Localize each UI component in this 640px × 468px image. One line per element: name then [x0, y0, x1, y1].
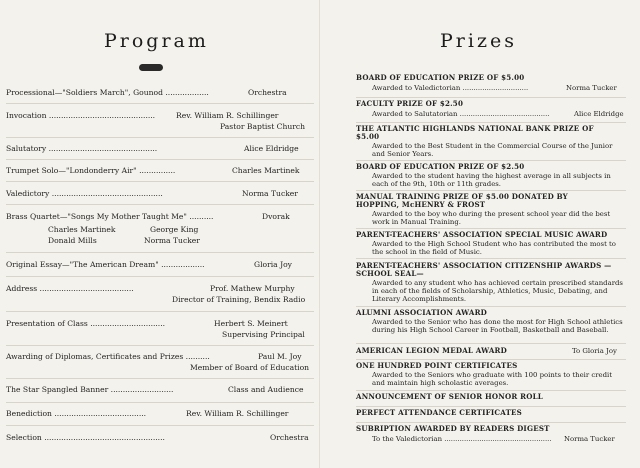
program-item-sub: Member of Board of Education	[190, 363, 310, 372]
prize-winner: To Gloria Joy	[572, 347, 617, 355]
divider	[6, 137, 314, 138]
performer-name: Norma Tucker	[144, 236, 200, 245]
performer-name: Charles Martinek	[48, 225, 116, 234]
prize-title: BOARD OF EDUCATION PRIZE OF $5.00	[356, 73, 525, 82]
divider	[6, 345, 314, 346]
prize-title: ALUMNI ASSOCIATION AWARD	[356, 308, 488, 317]
divider	[6, 103, 314, 104]
divider	[356, 97, 626, 98]
program-item-left: The Star Spangled Banner ..........................	[6, 385, 174, 394]
prize-title: PERFECT ATTENDANCE CERTIFICATES	[356, 408, 522, 417]
prize-description: Awarded to the boy who during the present school year did the best work in Manual Training.	[372, 210, 611, 226]
prize-title: MANUAL TRAINING PRIZE OF $5.00 DONATED BY HOPPING, McHENRY & FROST	[356, 192, 568, 210]
program-item-sub: Supervising Principal	[222, 330, 305, 339]
divider	[6, 159, 314, 160]
prize-title: BOARD OF EDUCATION PRIZE OF $2.50	[356, 162, 525, 171]
prize-description: Awarded to the High School Student who has contributed the most to the school in the field of Music.	[372, 240, 616, 256]
divider	[6, 425, 314, 426]
divider	[356, 160, 626, 161]
divider	[6, 181, 314, 182]
prize-title: FACULTY PRIZE OF $2.50	[356, 99, 464, 108]
program-heading: Program	[104, 30, 209, 52]
program-item-sub: Pastor Baptist Church	[220, 122, 306, 131]
program-item-right: Orchestra	[270, 433, 309, 442]
program-item-left: Original Essay—"The American Dream" ..................	[6, 260, 205, 269]
program-item-left: Invocation ............................................	[6, 111, 156, 120]
program-item-left: Valedictory ..............................................	[6, 189, 163, 198]
divider	[6, 402, 314, 403]
divider	[6, 276, 314, 277]
program-item-left: Address .......................................	[6, 284, 134, 293]
program-item-right: Orchestra	[248, 88, 287, 97]
prize-description: Awarded to Valedictorian ..............................	[372, 84, 529, 92]
divider	[356, 422, 626, 423]
prizes-page	[320, 0, 640, 468]
program-item-left: Presentation of Class ...............................	[6, 319, 166, 328]
prize-title: ANNOUNCEMENT OF SENIOR HONOR ROLL	[356, 392, 543, 401]
prize-description: To the Valedictorian .................................................	[372, 435, 552, 443]
divider	[356, 122, 626, 123]
prize-title: AMERICAN LEGION MEDAL AWARD	[356, 346, 507, 355]
program-item-left: Salutatory .............................................	[6, 144, 158, 153]
program-item-right: Class and Audience	[228, 385, 304, 394]
program-item-right: Dvorak	[262, 212, 290, 221]
prize-description: Awarded to any student who has achieved certain prescribed standards in each of the fields of Scholarship, Athletics, Music, Debating, and Literary Accomplishments.	[372, 279, 623, 303]
program-item-right: Norma Tucker	[242, 189, 298, 198]
divider	[6, 311, 314, 312]
prize-description: Awarded to the Best Student in the Commercial Course of the Junior and Senior Years.	[372, 142, 613, 158]
program-item-left: Processional—"Soldiers March", Gounod ..................	[6, 88, 209, 97]
program-item-right: Alice Eldridge	[244, 144, 299, 153]
prize-description: Awarded to the Senior who has done the most for High School athletics during his High School Career in Football, Basketball and Baseball.	[372, 318, 623, 334]
prize-winner: Norma Tucker	[564, 435, 615, 443]
program-item-right: Herbert S. Meinert	[214, 319, 288, 328]
divider	[6, 252, 314, 253]
prize-title: PARENT-TEACHERS' ASSOCIATION CITIZENSHIP AWARDS —SCHOOL SEAL—	[356, 261, 612, 279]
prizes-heading: Prizes	[440, 30, 517, 52]
divider	[356, 228, 626, 229]
prize-title: SUBRIPTION AWARDED BY READERS DIGEST	[356, 424, 550, 433]
program-item-left: Trumpet Solo—"Londonderry Air" ...............	[6, 166, 176, 175]
prize-title: PARENT-TEACHERS' ASSOCIATION SPECIAL MUSIC AWARD	[356, 230, 608, 239]
program-item-left: Awarding of Diplomas, Certificates and Prizes ..........	[6, 352, 210, 361]
ornament-divider	[139, 64, 163, 71]
program-item-right: Gloria Joy	[254, 260, 292, 269]
program-item-right: Paul M. Joy	[258, 352, 302, 361]
divider	[356, 306, 626, 307]
prize-description: Awarded to the Seniors who graduate with 100 points to their credit and maintain high scholastic averages.	[372, 371, 612, 387]
prize-title: ONE HUNDRED POINT CERTIFICATES	[356, 361, 518, 370]
program-item-sub: Director of Training, Bendix Radio	[172, 295, 306, 304]
divider	[356, 190, 626, 191]
divider	[356, 406, 626, 407]
prize-description: Awarded to Salutatorian .........................................	[372, 110, 550, 118]
program-item-right: Rev. William R. Schillinger	[176, 111, 279, 120]
divider	[356, 359, 626, 360]
divider	[356, 390, 626, 391]
program-item-right: Prof. Mathew Murphy	[210, 284, 295, 293]
divider	[6, 204, 314, 205]
program-item-left: Selection ..................................................	[6, 433, 165, 442]
divider	[6, 378, 314, 379]
performer-name: Donald Mills	[48, 236, 97, 245]
prize-title: THE ATLANTIC HIGHLANDS NATIONAL BANK PRIZE OF $5.00	[356, 124, 594, 142]
divider	[356, 258, 626, 259]
prize-winner: Norma Tucker	[566, 84, 617, 92]
program-item-right: Rev. William R. Schillinger	[186, 409, 289, 418]
performer-name: George King	[150, 225, 199, 234]
program-item-left: Brass Quartet—"Songs My Mother Taught Me" ..........	[6, 212, 214, 221]
program-item-right: Charles Martinek	[232, 166, 300, 175]
divider	[356, 343, 626, 344]
prize-winner: Alice Eldridge	[574, 110, 624, 118]
program-item-left: Benediction ......................................	[6, 409, 147, 418]
prize-description: Awarded to the student having the highest average in all subjects in each of the 9th, 10th or 11th grades.	[372, 172, 611, 188]
